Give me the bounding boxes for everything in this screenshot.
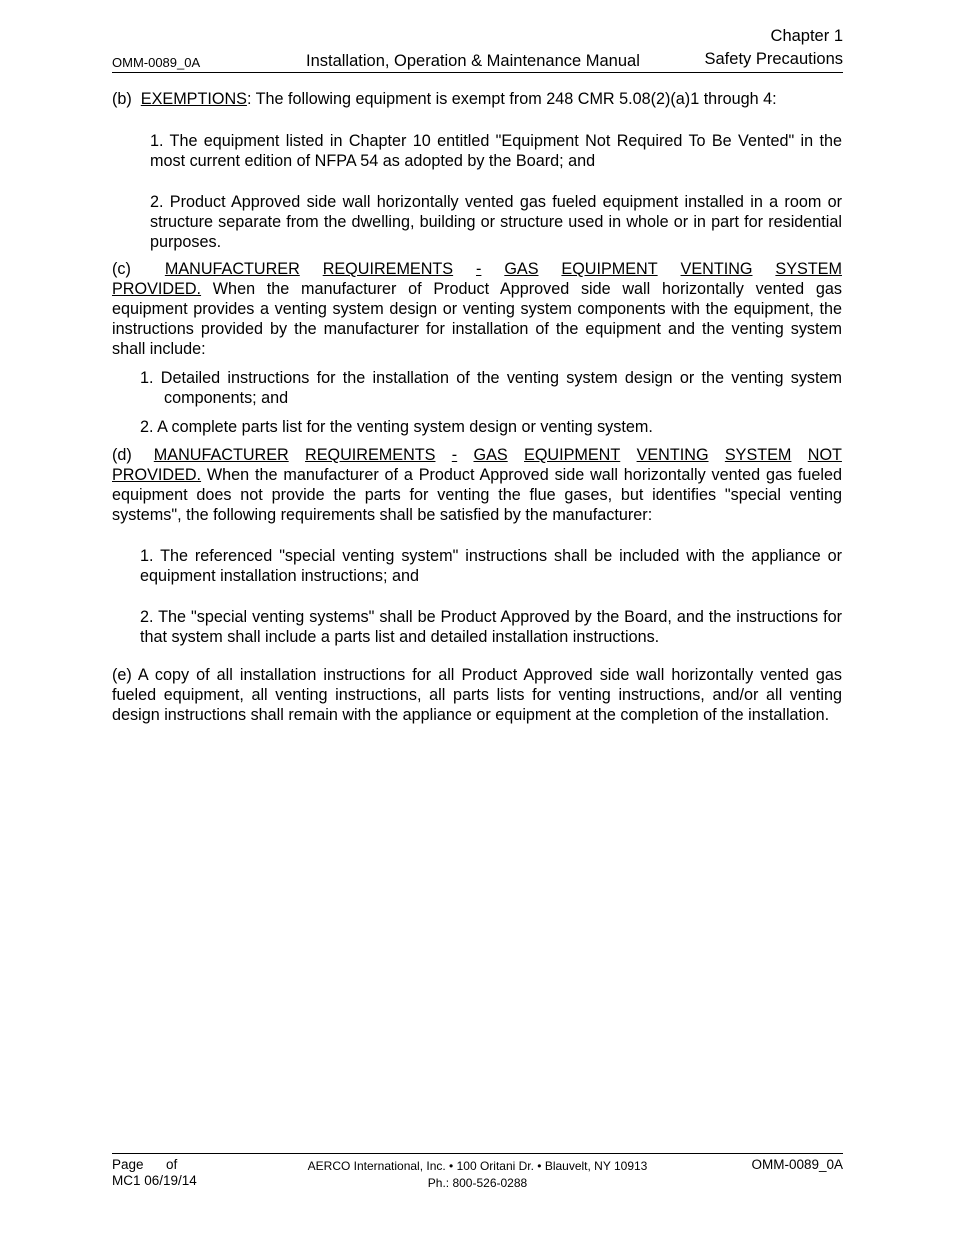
text-c-body: When the manufacturer of Product Approved side wall horizontally vented gas equipment provides a venting system design or venting system components with the equipment, the instructions provided by the manufacturer for installation of the equipment and the venting system shall include:	[112, 280, 842, 358]
document-body	[112, 89, 842, 725]
paragraph-b	[112, 89, 842, 109]
footer-phone: Ph.: 800-526-0288	[427, 1176, 528, 1190]
paragraph-e: (e) A copy of all installation instructions for all Product Approved side wall horizontally vented gas fueled equipment, all venting instructions, all parts lists for venting instructions, and/or all venting design instructions shall remain with the appliance or equipment at the completion of the installation.	[112, 666, 842, 724]
footer-revision: MC1 06/19/14	[112, 1173, 197, 1188]
paragraph-d1: 1. The referenced "special venting system" instructions shall be included with the appliance or equipment installation instructions; and	[140, 547, 842, 585]
paragraph-c	[112, 259, 842, 359]
heading-d-word: GAS	[473, 446, 508, 464]
heading-c-word: -	[476, 260, 482, 278]
label-c: (c)	[112, 260, 131, 278]
heading-d-word: REQUIREMENTS	[305, 446, 436, 464]
heading-c-word: GAS	[504, 260, 539, 278]
text-b: : The following equipment is exempt from 248 CMR 5.08(2)(a)1 through 4:	[246, 90, 777, 108]
heading-exemptions: EXEMPTIONS	[140, 90, 247, 108]
footer-center	[112, 1158, 843, 1192]
heading-d-word: NOT	[807, 446, 842, 464]
text-d	[112, 465, 842, 525]
label-d: (d)	[112, 446, 132, 464]
heading-d	[154, 445, 842, 465]
paragraph-d	[112, 445, 842, 525]
footer-of-label: of	[166, 1157, 178, 1172]
header-section: Safety Precautions	[704, 50, 843, 68]
heading-c-line	[112, 259, 842, 279]
header-chapter-block	[705, 25, 844, 71]
heading-d-line	[112, 445, 842, 465]
header-title: Installation, Operation & Maintenance Manual	[306, 52, 640, 70]
heading-c	[165, 259, 842, 279]
heading-c-word: VENTING	[680, 260, 753, 278]
label-b: (b)	[112, 90, 132, 108]
heading-d-word: MANUFACTURER	[153, 446, 289, 464]
header-chapter: Chapter 1	[770, 27, 843, 45]
header-doc-code: OMM-0089_0A	[112, 55, 201, 70]
footer-page-label: Page	[112, 1157, 144, 1172]
page-header	[112, 26, 843, 73]
text-d-body: When the manufacturer of a Product Approved side wall horizontally vented gas fueled equipment does not provide the parts for venting the flue gases, but identifies "special venting systems", the following requirements shall be satisfied by the manufacturer:	[112, 466, 842, 524]
heading-d-word: VENTING	[636, 446, 709, 464]
paragraph-c1: 1. Detailed instructions for the installation of the venting system design or the venting system components; and	[140, 369, 842, 407]
heading-c-word: EQUIPMENT	[561, 260, 658, 278]
heading-d-word: SYSTEM	[724, 446, 792, 464]
footer-company-line: AERCO International, Inc. • 100 Oritani Dr. • Blauvelt, NY 10913	[307, 1159, 648, 1173]
paragraph-b2: 2. Product Approved side wall horizontally vented gas fueled equipment installed in a room or structure separate from the dwelling, building or structure used in whole or in part for residential purposes.	[150, 193, 842, 251]
paragraph-b1: 1. The equipment listed in Chapter 10 entitled "Equipment Not Required To Be Vented" in the most current edition of NFPA 54 as adopted by the Board; and	[150, 132, 842, 170]
heading-c-word: REQUIREMENTS	[322, 260, 454, 278]
footer-doc-code: OMM-0089_0A	[751, 1157, 843, 1172]
paragraph-d2: 2. The "special venting systems" shall be Product Approved by the Board, and the instructions for that system shall include a parts list and detailed installation instructions.	[140, 608, 842, 646]
heading-d-word: -	[451, 446, 458, 464]
heading-c-word: MANUFACTURER	[164, 260, 300, 278]
text-c	[112, 279, 842, 359]
page-footer	[112, 1153, 843, 1194]
heading-d-word: EQUIPMENT	[524, 446, 621, 464]
paragraph-c2: 2. A complete parts list for the venting system design or venting system.	[140, 418, 653, 436]
heading-c-end: PROVIDED.	[112, 280, 202, 298]
heading-c-word: SYSTEM	[775, 260, 842, 278]
heading-d-end: PROVIDED.	[112, 466, 202, 484]
